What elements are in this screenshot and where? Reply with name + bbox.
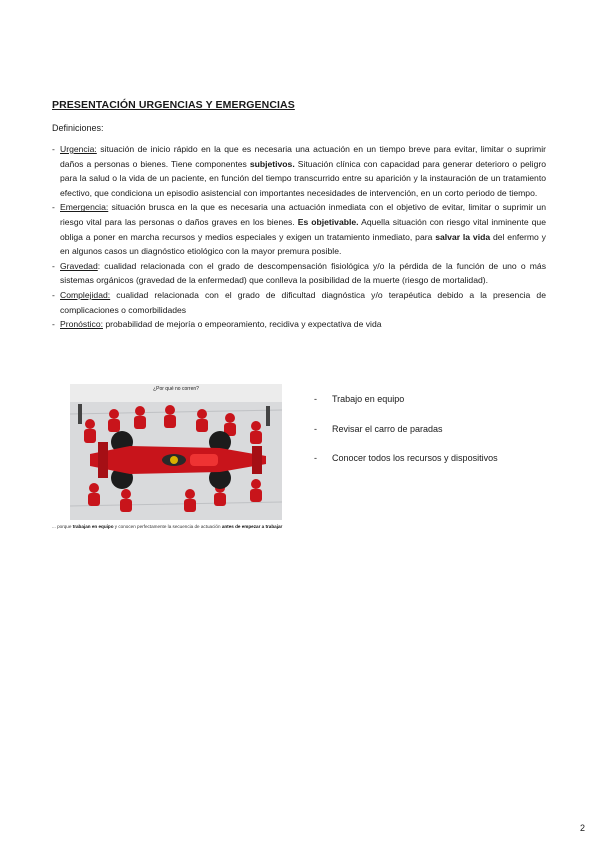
image-caption	[52, 524, 282, 529]
definition-pronostico	[52, 317, 546, 332]
definition-text: Situación clínica con capacidad para generar deterioro o peligro para la salud o la vida de un paciente, en función del tiempo transcurrido entre su aparición y la instauración de un tratamiento efectivo, que condiciona un episodio asistencial con importantes necesidades de intervención, en un corto periodo de tiempo.	[60, 158, 546, 198]
definition-text: situación de inicio rápido en la que es necesaria una actuación en un tiempo breve para evitar, limitar o suprimir daños a personas o bienes. Tiene componentes	[60, 144, 546, 169]
definition-emergencia	[52, 200, 546, 258]
definition-bold: subjetivos.	[249, 158, 295, 169]
definition-text: : cualidad relacionada con el grado de descompensación fisiológica y/o la pérdida de la función de uno o más sistemas orgánicos (gravedad de la enfermedad) que conlleva la posibilidad de la muerte (riesgo de mortalidad).	[60, 260, 546, 286]
pit-stop-illustration	[70, 384, 282, 520]
page-number: 2	[580, 823, 586, 833]
bullet-list	[314, 394, 498, 483]
definition-text: Aquella situación con riesgo vital inminente que obliga a poner en marcha recursos y medios especiales y exigen un tratamiento inmediato, para	[60, 216, 546, 242]
caption-bold: antes de empezar a trabajar	[221, 524, 283, 529]
definition-term: Emergencia:	[60, 202, 109, 213]
image-question: ¿Por qué no corren?	[153, 386, 199, 392]
bullet-item: - Conocer todos los recursos y dispositivos	[314, 453, 498, 483]
definitions-list	[52, 142, 546, 332]
definition-text: del enfermo y en algunos casos un diagnóstico etiológico con la mayor premura posible.	[60, 231, 546, 257]
definition-bold: Es objetivable.	[297, 216, 359, 227]
definition-term: Urgencia:	[60, 144, 97, 154]
section-subtitle: Definiciones:	[52, 123, 104, 133]
definition-text: situación brusca en la que es necesaria una actuación inmediata con el objetivo de evitar, limitar o suprimir un riesgo vital para las personas o daños graves en los bienes.	[60, 202, 546, 227]
definition-gravedad	[52, 259, 546, 288]
caption-text: ... porque	[52, 524, 73, 529]
definition-text: cualidad relacionada con el grado de dificultad diagnóstica y/o terapéutica debido a la presencia de complicaciones o comorbilidades	[60, 289, 546, 315]
bullet-item: - Revisar el carro de paradas	[314, 424, 498, 454]
definition-bold: salvar la vida	[435, 231, 491, 242]
caption-text: y conocen perfectamente la secuencia de actuación	[113, 524, 222, 529]
definition-text: probabilidad de mejoría o empeoramiento, recidiva y expectativa de vida	[103, 319, 382, 330]
bullet-item: - Trabajo en equipo	[314, 394, 498, 424]
definition-term: Complejidad:	[60, 289, 111, 300]
definition-term: Pronóstico:	[60, 319, 103, 330]
caption-bold: trabajan en equipo	[72, 524, 114, 529]
definition-term: Gravedad	[60, 260, 98, 271]
page-title: PRESENTACIÓN URGENCIAS Y EMERGENCIAS	[52, 99, 295, 111]
pit-stop-image	[70, 384, 282, 520]
definition-complejidad	[52, 288, 546, 317]
definition-urgencia	[52, 142, 546, 200]
